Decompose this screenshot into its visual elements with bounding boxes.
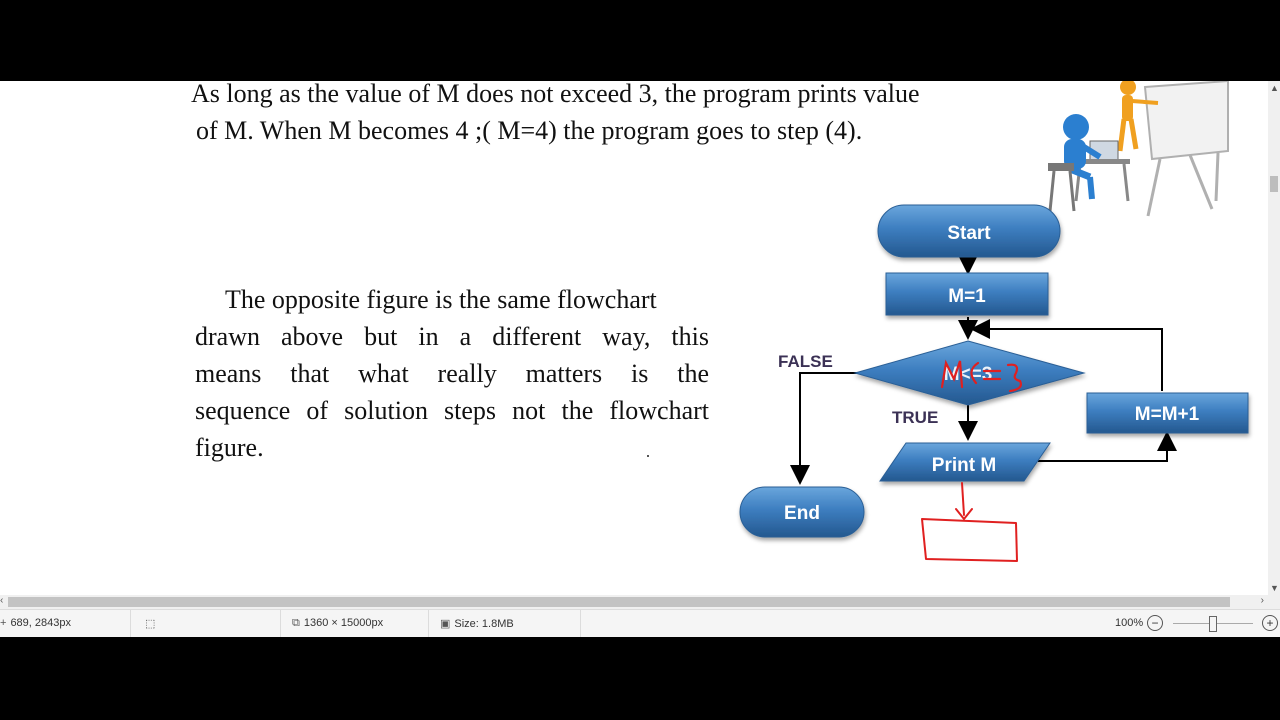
para2-line1: The opposite figure is the same flowchart — [225, 285, 657, 314]
scroll-right-icon[interactable]: › — [1260, 595, 1264, 606]
image-dimensions-value: 1360 × 15000px — [303, 617, 384, 629]
para1-line1: As long as the value of M does not exceed 3, the program prints value — [191, 81, 920, 108]
handwritten-arrow-annotation — [956, 483, 972, 519]
vertical-scroll-thumb[interactable] — [1270, 176, 1278, 192]
end-label: End — [784, 503, 820, 524]
zoom-level: 100% — [1115, 617, 1144, 629]
dimensions-icon: ⧉ — [292, 617, 300, 629]
zoom-in-icon[interactable]: + — [1262, 615, 1278, 631]
file-size — [440, 617, 514, 630]
cursor-position — [0, 617, 71, 629]
zoom-out-icon[interactable]: − — [1147, 615, 1163, 631]
selection-size — [145, 617, 159, 630]
handwritten-box-annotation — [922, 519, 1017, 561]
zoom-slider-thumb[interactable] — [1209, 616, 1217, 632]
scroll-down-icon[interactable]: ▼ — [1270, 583, 1279, 593]
para2-line4: sequence of solution steps not the flowchart — [195, 396, 709, 425]
status-bar — [0, 609, 1280, 637]
para1-line2: of M. When M becomes 4 ;( M=4) the program goes to step (4). — [196, 116, 863, 145]
condition-label: M<=3 — [943, 364, 993, 385]
init-label: M=1 — [948, 286, 986, 307]
para2-line2: drawn above but in a different way, this — [195, 322, 709, 351]
horizontal-scroll-thumb[interactable] — [8, 597, 1230, 607]
para2-line5: figure. — [195, 433, 264, 462]
true-branch-label: TRUE — [892, 408, 939, 427]
document-canvas — [0, 81, 1268, 595]
flowchart — [720, 191, 1265, 571]
paragraph-loop-explanation — [191, 81, 1011, 149]
scrollbar-corner — [1268, 595, 1280, 609]
false-branch-label: FALSE — [778, 352, 833, 371]
connector-print-increment — [1038, 433, 1167, 461]
scroll-left-icon[interactable]: ‹ — [0, 595, 4, 606]
scroll-up-icon[interactable]: ▲ — [1270, 83, 1279, 93]
horizontal-scrollbar[interactable] — [0, 595, 1268, 609]
cursor-position-value: 689, 2843px — [10, 617, 71, 629]
print-label: Print M — [931, 455, 997, 476]
save-disk-icon: ▣ — [440, 618, 451, 630]
image-dimensions — [292, 617, 383, 630]
vertical-scrollbar[interactable] — [1268, 81, 1280, 595]
para2-line3: means that what really matters is the — [195, 359, 709, 388]
stray-dot — [647, 455, 649, 457]
selection-icon: ⬚ — [145, 618, 156, 630]
increment-label: M=M+1 — [1134, 404, 1200, 425]
connector-false-end — [800, 373, 858, 483]
file-size-value: Size: 1.8MB — [454, 618, 514, 630]
paragraph-opposite-figure — [195, 281, 709, 466]
start-label: Start — [947, 223, 991, 244]
crosshair-icon: + — [0, 617, 7, 629]
